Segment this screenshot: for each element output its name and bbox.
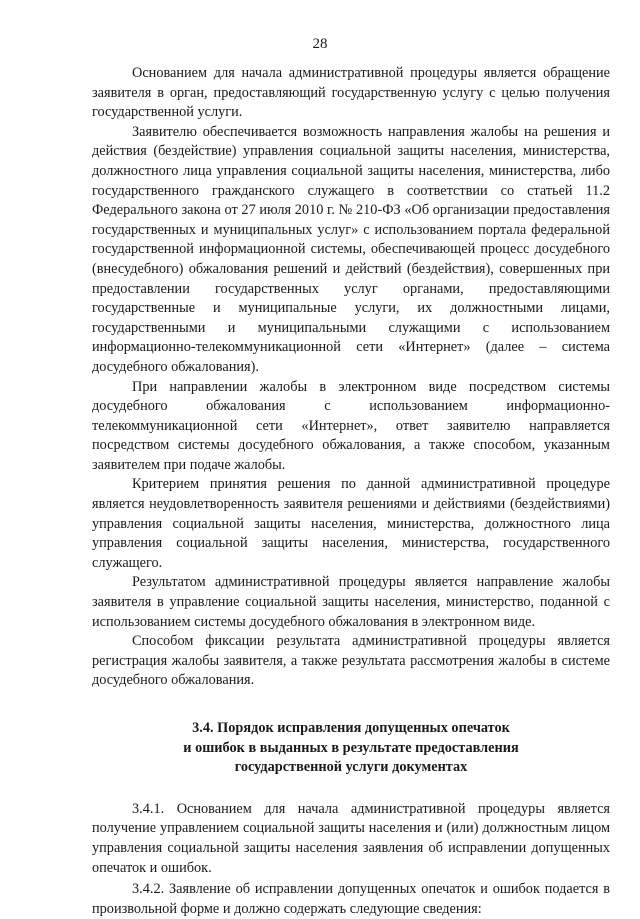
paragraph: 3.4.2. Заявление об исправлении допущенных опечаток и ошибок подается в произвольной форме и должно содержать следующие сведения: <box>92 881 610 917</box>
document-body <box>92 64 610 919</box>
section-heading <box>92 719 610 778</box>
paragraph: Критерием принятия решения по данной административной процедуре является неудовлетворенность заявителя решениями и действиями (бездействиями) управления социальной защиты населения, министерства, должностного лица управления социальной защиты населения, министерства, государственного служащего. <box>92 476 610 571</box>
section-heading-line: и ошибок в выданных в результате предоставления <box>183 739 519 756</box>
paragraph: При направлении жалобы в электронном виде посредством системы досудебного обжалования с использованием информационно-телекоммуникационной сети «Интернет», ответ заявителю направляется посредством системы досудебного обжалования, а также способом, указанным заявителем при подаче жалобы. <box>92 378 610 473</box>
paragraph: Основанием для начала административной процедуры является обращение заявителя в орган, предоставляющий государственную услугу с целью получения государственной услуги. <box>92 65 610 121</box>
paragraph: Результатом административной процедуры является направление жалобы заявителя в управление социальной защиты населения, министерство, поданной с использованием системы досудебного обжалования в электронном виде. <box>92 574 610 630</box>
paragraph: 3.4.1. Основанием для начала административной процедуры является получение управлением социальной защиты населения и (или) должностным лицом управления социальной защиты населения заявления об исправлении допущенных опечаток и ошибок. <box>92 800 610 876</box>
paragraph: Способом фиксации результата административной процедуры является регистрация жалобы заявителя, а также результата рассмотрения жалобы в системе досудебного обжалования. <box>92 633 610 689</box>
section-heading-line: государственной услуги документах <box>234 759 468 776</box>
paragraph: Заявителю обеспечивается возможность направления жалобы на решения и действия (бездействие) управления социальной защиты населения, министерства, должностного лица управления социальной защиты населения, министерства, либо государственного гражданского служащего в соответствии со статьей 11.2 Федерального закона от 27 июля 2010 г. № 210-ФЗ «Об организации предоставления государственных и муниципальных услуг» с использованием портала федеральной государственной информационной системы, обеспечивающей процесс досудебного (внесудебного) обжалования решений и действий (бездействия), совершенных при предоставлении государственных услуг органами, предоставляющими государственные и муниципальные услуги, их должностными лицами, государственными и муниципальными служащими с использованием информационно-телекоммуникационной сети «Интернет» (далее – система досудебного обжалования). <box>92 123 610 375</box>
section-heading-line: 3.4. Порядок исправления допущенных опечаток <box>192 720 510 736</box>
page-number: 28 <box>312 36 328 52</box>
